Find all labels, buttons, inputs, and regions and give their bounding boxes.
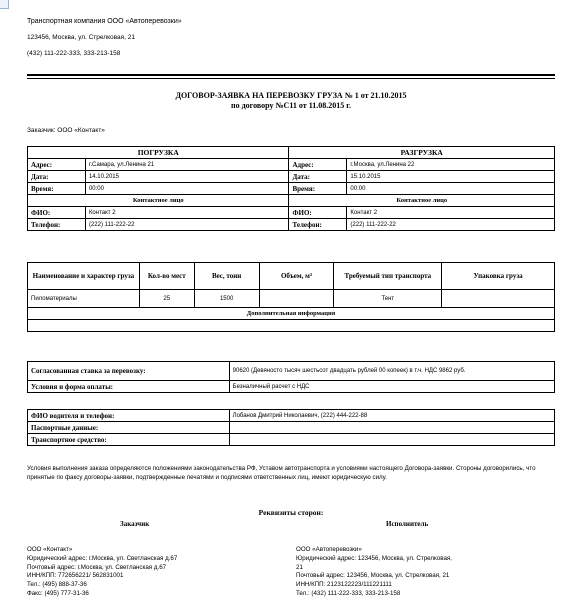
cargo-packaging — [442, 290, 555, 308]
cargo-header-places: Кол-во мест — [139, 263, 194, 290]
loading-phone-label: Телефон: — [28, 219, 86, 231]
unloading-date-label: Дата: — [289, 171, 347, 183]
loading-date-label: Дата: — [28, 171, 86, 183]
loading-time: 00:00 — [85, 183, 289, 195]
loading-fio-label: ФИО: — [28, 207, 86, 219]
customer-line: Заказчик: ООО «Контакт» — [27, 127, 105, 134]
unloading-phone: (222) 111-222-22 — [347, 219, 555, 231]
cargo-header-transport: Требуемый тип транспорта — [334, 263, 442, 290]
customer-req-line: ООО «Контакт» — [27, 546, 73, 553]
customer-requisites — [27, 546, 277, 599]
loading-unloading-table — [27, 146, 555, 231]
customer-req-line: Почтовый адрес: г.Москва, ул. Светланская д.67 — [27, 563, 167, 571]
table-row — [28, 290, 555, 308]
unloading-date: 15.10.2015 — [347, 171, 555, 183]
passport-label: Паспортные данные: — [28, 422, 230, 434]
loading-title: ПОГРУЗКА — [28, 147, 289, 159]
carrier-req-line: Юридический адрес: 123456, Москва, ул. Стрелковая, — [296, 554, 452, 562]
loading-address-label: Адрес: — [28, 159, 86, 171]
company-phones: (432) 111-222-333, 333-213-158 — [27, 50, 121, 57]
header-rule-thin — [27, 78, 555, 79]
loading-date: 14.10.2015 — [85, 171, 289, 183]
loading-phone: (222) 111-222-22 — [85, 219, 289, 231]
unloading-fio: Контакт 2 — [347, 207, 555, 219]
vehicle-label: Транспортное средство: — [28, 434, 230, 446]
company-name: Транспортная компания ООО «Автоперевозки» — [27, 18, 182, 25]
unloading-contact-title: Контактное лицо — [289, 195, 555, 207]
loading-contact-title: Контактное лицо — [28, 195, 289, 207]
extra-info-value — [28, 320, 555, 332]
unloading-title: РАЗГРУЗКА — [289, 147, 555, 159]
carrier-req-line: Тел.: (432) 111-222-333, 333-213-158 — [296, 589, 401, 597]
unloading-phone-label: Телефон: — [289, 219, 347, 231]
letterhead — [27, 14, 547, 62]
customer-req-line: Факс: (495) 777-31-36 — [27, 589, 89, 597]
carrier-req-line: Почтовый адрес: 123456, Москва, ул. Стрелковая, 21 — [296, 572, 450, 580]
unloading-time-label: Время: — [289, 183, 347, 195]
title-line-2: по договору №С11 от 11.08.2015 г. — [231, 101, 351, 110]
cargo-weight: 1500 — [194, 290, 259, 308]
title-line-1: ДОГОВОР-ЗАЯВКА НА ПЕРЕВОЗКУ ГРУЗА № 1 от 21.10.2015 — [175, 91, 407, 100]
cargo-volume — [259, 290, 334, 308]
rate-label: Согласованная ставка за перевозку: — [28, 362, 230, 381]
cargo-table — [27, 262, 555, 332]
cargo-header-weight: Вес, тонн — [194, 263, 259, 290]
conditions-text: Условия выполнения заказа определяются положениями законодательства РФ, Уставом автотранспорта и условиями настоящего Договора-заявки. Стороны договорились, что принятые по факсу договоры-заявки, подтвержденные печатями и подписями ответственных лиц, имеют юридическую силу. — [27, 465, 536, 481]
customer-column-title: Заказчик — [120, 520, 150, 528]
driver-fio-value: Лобанов Дмитрий Николаевич, (222) 444-222-88 — [229, 410, 554, 422]
loading-fio: Контакт 2 — [85, 207, 289, 219]
passport-value — [229, 422, 554, 434]
cargo-header-name: Наименование и характер груза — [28, 263, 140, 290]
loading-time-label: Время: — [28, 183, 86, 195]
carrier-req-line: 21 — [296, 563, 303, 571]
requisites-title: Реквизиты сторон: — [258, 508, 324, 517]
unloading-address: г.Москва, ул.Ленина 22 — [347, 159, 555, 171]
header-rule-thick — [27, 74, 555, 76]
unloading-fio-label: ФИО: — [289, 207, 347, 219]
cargo-header-packaging: Упаковка груза — [442, 263, 555, 290]
customer-req-line: Тел.: (495) 888-37-36 — [27, 581, 87, 589]
window-corner — [0, 0, 9, 9]
customer-req-line: Юридический адрес: г.Москва, ул. Светланская д.67 — [27, 554, 178, 562]
driver-fio-label: ФИО водителя и телефон: — [28, 410, 230, 422]
unloading-time: 00:00 — [347, 183, 555, 195]
carrier-column-title: Исполнитель — [386, 520, 429, 528]
cargo-places: 25 — [139, 290, 194, 308]
customer-req-line: ИНН/КПП: 772656221/ 562831001 — [27, 572, 124, 580]
rate-value: 90620 (Девяносто тысяч шестьсот двадцать рублей 00 копеек) в т.ч. НДС 9862 руб. — [229, 362, 554, 381]
cargo-name: Пиломатериалы — [28, 290, 140, 308]
company-address: 123456, Москва, ул. Стрелковая, 21 — [27, 34, 135, 41]
terms-label: Условия и форма оплаты: — [28, 381, 230, 393]
document-title — [27, 91, 555, 111]
loading-address: г.Самара, ул.Ленина 21 — [85, 159, 289, 171]
unloading-address-label: Адрес: — [289, 159, 347, 171]
extra-info-title: Дополнительная информация — [28, 308, 555, 320]
carrier-requisites — [296, 546, 546, 599]
payment-table — [27, 361, 555, 393]
driver-table — [27, 409, 555, 446]
vehicle-value — [229, 434, 554, 446]
carrier-req-line: ООО «Автоперевозки» — [296, 546, 362, 553]
cargo-header-volume: Объем, м³ — [259, 263, 334, 290]
carrier-req-line: ИНН/КПП: 2123122223/111221111 — [296, 581, 392, 589]
cargo-transport: Тент — [334, 290, 442, 308]
terms-value: Безналичный расчет с НДС — [229, 381, 554, 393]
